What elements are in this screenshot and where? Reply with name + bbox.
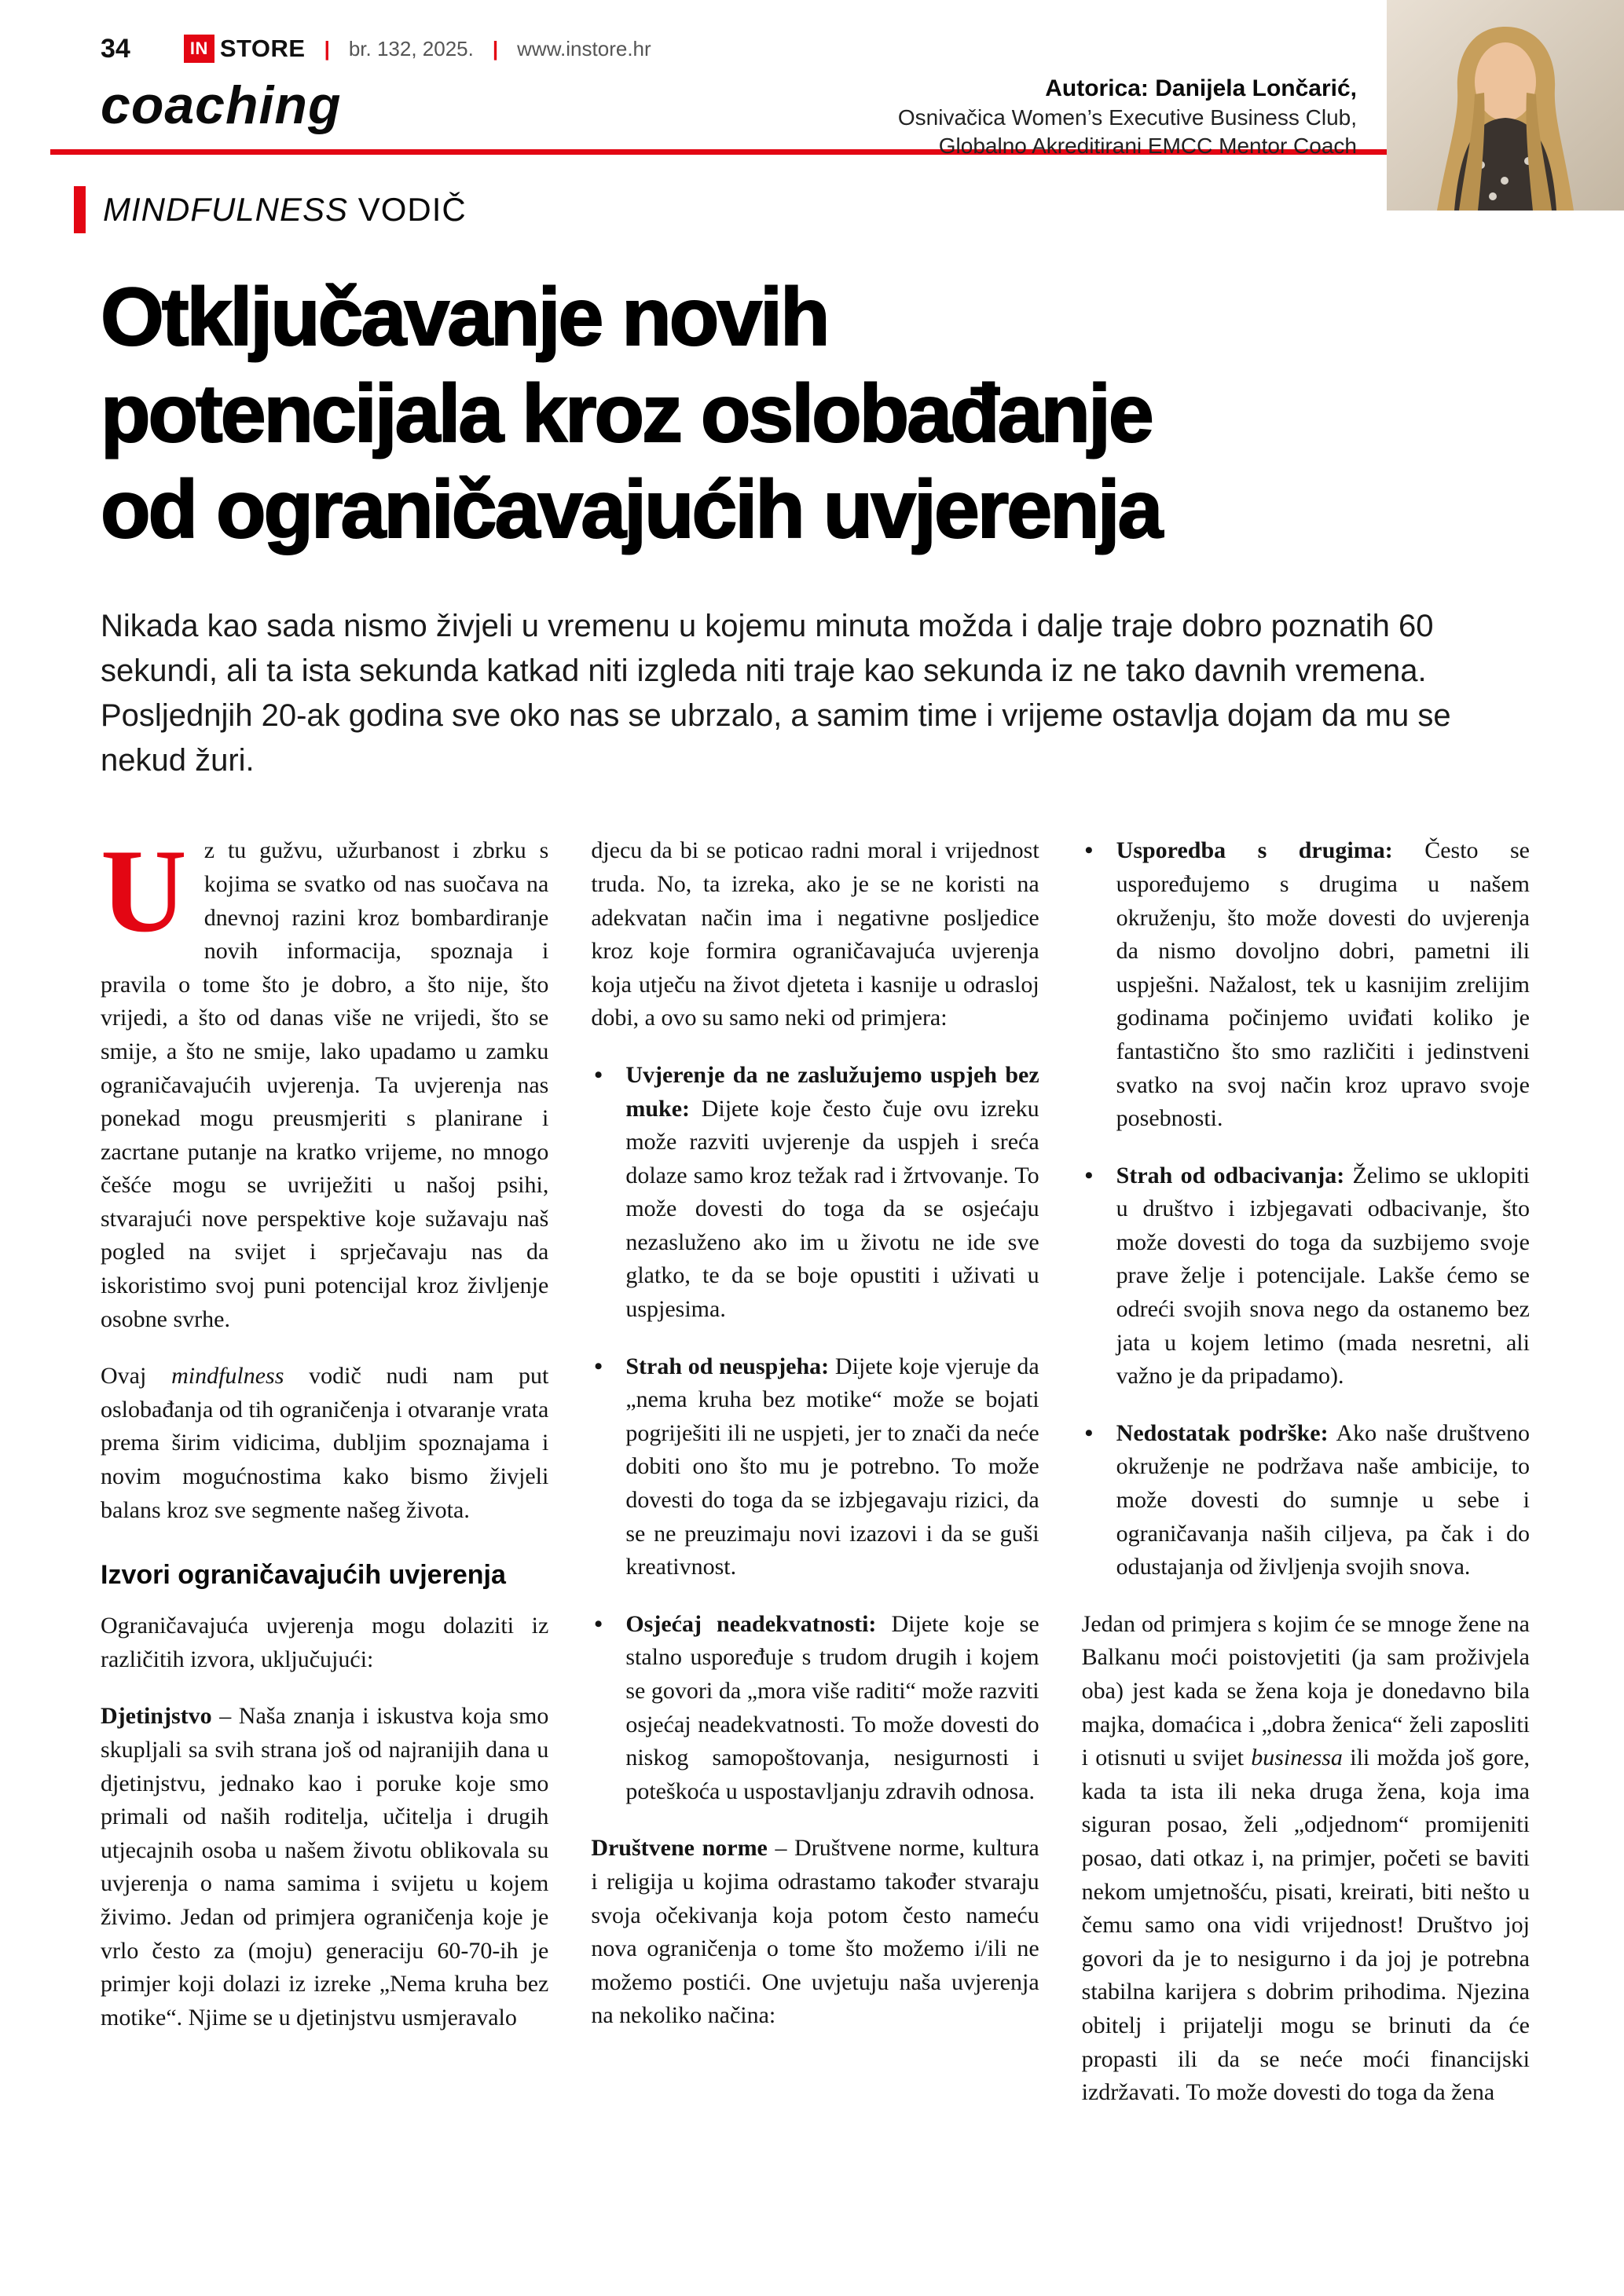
- paragraph-text: z tu gužvu, užurbanost i zbrku s kojima se svatko od nas suočava na dnevnoj razini kroz bombardiranje novih informacija, spoznaja i pravila o tome što je dobro, a što nije, što vrijedi, a što od danas više ne vrijedi, što se smije, a što ne smije, lako upadamo u zamku ograničavajućih uvjerenja. Ta uvjerenja nas ponekad mogu preusmjeriti s planirane i zacrtane putanje na kratko vrijeme, no mnogo češće mogu se uvriježiti u našoj psihi, stvarajući nove perspektive koje sužavaju naš pogled na svijet i sprječavaju nas da iskoristimo svoj puni potencijal kroz življenje osobne svrhe.: [101, 837, 549, 1332]
- paragraph-lead-in: Društvene norme: [591, 1835, 768, 1862]
- kicker: [74, 186, 1530, 233]
- headline-line-2: potencijala kroz oslobađanje: [101, 368, 1152, 460]
- bullet-text: Dijete koje često čuje ovu izreku može razviti uvjerenje da uspjeh i sreća dolaze samo kroz težak rad i žrtvovanje. To može dovesti do toga da se osjećaju nezasluženo ako im u životu ne ide sve glatko, te da se boje opustiti i uživati u uspjesima.: [625, 1095, 1039, 1323]
- bullet-item: [1082, 1159, 1530, 1393]
- paragraph-text: vodič nudi nam put oslobađanja od tih ograničenja i otvaranje vrata prema širim vidicima, dubljim spoznajama i novim mogućnostima kako bismo živjeli balans kroz sve segmente našeg života.: [101, 1363, 549, 1523]
- issue-number: br. 132, 2025.: [348, 36, 474, 60]
- author-photo-image: [1387, 0, 1624, 211]
- kicker-label-italic: MINDFULNESS: [103, 191, 349, 228]
- bullet-icon: •: [594, 1061, 603, 1088]
- paragraph: [101, 1360, 548, 1527]
- paragraph-text: Jedan od primjera s kojim će se mnoge žene na Balkanu moći poistovjetiti (ja sam proživjela oba) jest kada se žena koja je donedavno bila majka, domaćica i „dobra ženica“ želi zaposliti i otisnuti u svijet: [1081, 1610, 1530, 1771]
- headline-line-1: Otključavanje novih: [101, 272, 828, 363]
- kicker-label: [103, 191, 467, 229]
- bullet-item: [591, 1059, 1039, 1327]
- bullet-icon: •: [594, 1353, 603, 1379]
- logo-store-text: STORE: [219, 35, 306, 62]
- paragraph-text: – Naša znanja i iskustva koja smo skupljali sa svih strana još od najranijih dana u djetinjstvu, jednako kao i poruke koje smo primali od naših roditelja, učitelja i drugih utjecajnih osoba u našem životu oblikovala su uvjerenja o nama samima i svijetu u kojem živimo. Jedan od primjera ograničenja koje je vrlo često za (moju) generaciju 60-70-ih je primjer koji dolazi iz izreke „Nema kruha bez motike“. Njime se u djetinjstvu usmjeravalo: [101, 1703, 549, 2031]
- bullet-text: Ako naše društveno okruženje ne podržava naše ambicije, to može dovesti do sumnje u sebe i ograničavanja naših ciljeva, pa čak i do odustajanja od življenja svojih snova.: [1116, 1419, 1530, 1580]
- drop-cap: U: [101, 825, 187, 958]
- bullet-lead-in: Usporedba s drugima:: [1116, 837, 1393, 864]
- italic-term: businessa: [1251, 1745, 1343, 1771]
- paragraph-text: Ovaj: [101, 1363, 172, 1390]
- separator-bar: |: [324, 36, 330, 60]
- article-body: [101, 825, 1530, 2133]
- headline: [101, 269, 1530, 558]
- paragraph: [101, 1700, 548, 2034]
- masthead: [101, 30, 1530, 68]
- bullet-icon: •: [1084, 837, 1094, 864]
- italic-term: mindfulness: [171, 1363, 284, 1390]
- author-name: Autorica: Danijela Lončarić,: [1045, 75, 1357, 101]
- author-block: [898, 75, 1357, 159]
- bullet-text: Želimo se uklopiti u društvo i izbjegavati odbacivanje, što može dovesti do toga da suzbijemo svoje prave želje i potencijale. Lakše ćemo se odreći svojih snova nego da ostanemo bez jata u kojem letimo (mada nesretni, ali važno je da pripadamo).: [1116, 1162, 1530, 1390]
- bullet-lead-in: Strah od neuspjeha:: [625, 1353, 830, 1379]
- logo-in-badge: IN: [184, 35, 214, 63]
- instore-logo: [184, 35, 306, 63]
- section-title: coaching: [101, 75, 342, 135]
- bullet-item: [591, 1350, 1039, 1584]
- bullet-item: [1082, 1417, 1530, 1584]
- bullet-text: Dijete koje se stalno uspoređuje s trudom drugih i kojem se govori da „mora više raditi“ može razviti osjećaj neadekvatnosti. To može dovesti do niskog samopoštovanja, nesigurnosti i poteškoća u uspostavljanju zdravih odnosa.: [625, 1610, 1039, 1804]
- paragraph-text: ili možda još gore, kada ta ista ili neka druga žena, koja ima siguran posao, želi „odjednom“ promijeniti posao, dati otkaz i, na primjer, početi se baviti nekom umjetnošću, pisati, kreirati, biti nešto u čemu samo ona vidi vrijednost! Društvo joj govori da je to nesigurno i da joj je potrebna stabilna karijera s dobrim prihodima. Njezina obitelj i prijatelji mogu se brinuti da će propasti ili da se neće moći financijski izdržavati. To može dovesti do toga da žena: [1081, 1745, 1530, 2106]
- paragraph-lead-in: Djetinjstvo: [101, 1703, 212, 1730]
- page-number: 34: [101, 33, 130, 64]
- headline-line-3: od ograničavajućih uvjerenja: [101, 464, 1161, 556]
- author-credential: Globalno Akreditirani EMCC Mentor Coach: [938, 134, 1357, 158]
- bullet-item: [591, 1608, 1039, 1809]
- subheading-sources: Izvori ograničavajućih uvjerenja: [101, 1560, 506, 1591]
- bullet-icon: •: [594, 1610, 603, 1637]
- column-1: [101, 825, 549, 2133]
- bullet-lead-in: Uvjerenje da ne zaslužujemo uspjeh bez muke:: [625, 1061, 1039, 1122]
- paragraph: Ograničavajuća uvjerenja mogu dolaziti iz različitih izvora, uključujući:: [101, 1613, 549, 1672]
- bullet-lead-in: Osjećaj neadekvatnosti:: [625, 1610, 877, 1637]
- bullet-icon: •: [1084, 1419, 1094, 1446]
- paragraph: [101, 825, 549, 1336]
- paragraph: [591, 1832, 1039, 2033]
- author-photo: [1387, 0, 1624, 211]
- bullet-text: Dijete koje vjeruje da „nema kruha bez motike“ može se bojati pogriješiti ili ne uspjeti, jer to znači da neće dobiti ono što mu je potrebno. To može dovesti do toga da se izbjegavaju rizici, da se ne preuzimaju novi izazovi i da se guši kreativnost.: [625, 1353, 1039, 1580]
- kicker-accent-bar: [74, 186, 86, 233]
- paragraph-text: – Društvene norme, kultura i religija u kojima odrastamo također stvaraju svoja očekivanja koja potom često nameću nova ograničenja o tome što možemo i/ili ne možemo postići. One uvjetuju naša uvjerenja na nekoliko načina:: [591, 1835, 1039, 2029]
- paragraph: [1082, 1608, 1530, 2110]
- website-link[interactable]: www.instore.hr: [517, 36, 651, 60]
- column-3: [1082, 834, 1530, 2133]
- author-role: Osnivačica Women’s Executive Business Club,: [897, 105, 1357, 130]
- kicker-label-rest: VODIČ: [348, 191, 467, 228]
- lead-paragraph: Nikada kao sada nismo živjeli u vremenu u kojemu minuta možda i dalje traje dobro poznatih 60 sekundi, ali ta ista sekunda katkad niti izgleda niti traje kao sekunda iz ne tako davnih vremena. Posljednjih 20-ak godina sve oko nas se ubrzalo, a samim time i vrijeme ostavlja dojam da mu se nekud žuri.: [101, 609, 1451, 778]
- bullet-item: [1082, 834, 1530, 1135]
- bullet-lead-in: Nedostatak podrške:: [1116, 1419, 1329, 1446]
- column-2: [591, 834, 1039, 2133]
- bullet-icon: •: [1084, 1162, 1094, 1188]
- bullet-lead-in: Strah od odbacivanja:: [1116, 1162, 1345, 1188]
- separator-bar: |: [492, 36, 499, 60]
- bullet-text: Često se uspoređujemo s drugima u našem okruženju, što može dovesti do uvjerenja da nismo dovoljno dobri, pametni ili uspješni. Nažalost, tek u kasnijim zrelijim godinama počinjemo uviđati koliko je fantastično što smo različiti i jedinstveni svatko na svoj način kroz upravo svoje posebnosti.: [1116, 837, 1530, 1132]
- paragraph: djecu da bi se poticao radni moral i vrijednost truda. No, ta izreka, ako je se ne koristi na adekvatan način ima i negativne posljedice kroz koje formira ograničavajuća uvjerenja koja utječu na život djeteta i kasnije u odrasloj dobi, a ovo su samo neki od primjera:: [591, 837, 1039, 1031]
